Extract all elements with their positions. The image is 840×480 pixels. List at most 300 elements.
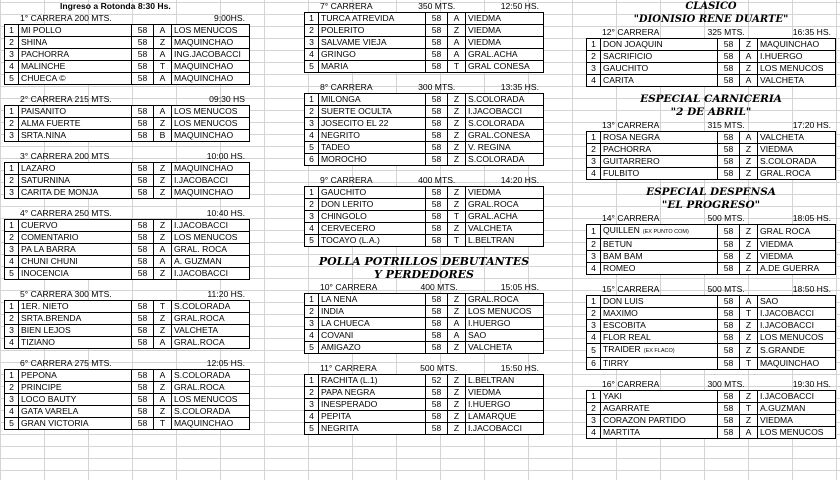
race-label: 4° CARRERA 250 MTS.	[20, 208, 112, 218]
entry-sex: Z	[448, 342, 466, 354]
entry-weight: 58	[426, 154, 448, 166]
entry-sex: Z	[154, 313, 172, 325]
entry-weight: 58	[132, 244, 154, 256]
entry-row	[587, 39, 836, 51]
entry-town: VIEDMA	[466, 37, 544, 49]
entry-weight: 58	[426, 342, 448, 354]
entry-row	[5, 301, 250, 313]
entry-weight: 58	[132, 73, 154, 85]
entry-town: A.GUZMAN	[758, 403, 836, 415]
horse-name: SALVAME VIEJA	[319, 37, 426, 49]
entry-weight: 58	[718, 225, 740, 239]
entry-row	[587, 391, 836, 403]
race-distance: 500 MTS.	[707, 213, 745, 223]
entry-town: LOS MENUCOS	[172, 118, 250, 130]
race-entries-table	[586, 390, 836, 439]
entry-town: MAQUINCHAO	[758, 39, 836, 51]
entry-town: I.JACOBACCI	[172, 220, 250, 232]
horse-alias-note: (EX PUNTO COM)	[642, 229, 689, 235]
entry-town: I.JACOBACCI	[172, 175, 250, 187]
horse-name: TRAIDER (EX FLACO)	[601, 344, 718, 358]
entry-weight: 58	[132, 406, 154, 418]
entry-row	[305, 187, 544, 199]
entry-row	[5, 394, 250, 406]
race-time: 09:30 HS	[209, 94, 245, 104]
entry-number: 2	[5, 118, 19, 130]
entry-number: 3	[5, 244, 19, 256]
entry-weight: 58	[132, 337, 154, 349]
entry-weight: 58	[718, 344, 740, 358]
entry-sex: Z	[448, 154, 466, 166]
horse-name: INESPERADO	[319, 399, 426, 411]
entry-number: 4	[305, 223, 319, 235]
entry-town: I.JACOBACCI	[466, 423, 544, 435]
entry-weight: 58	[132, 220, 154, 232]
race-section	[304, 0, 544, 73]
horse-name: ROSA NEGRA	[601, 132, 718, 144]
entry-number: 3	[5, 187, 19, 199]
entry-number: 1	[5, 25, 19, 37]
entry-row	[5, 406, 250, 418]
entry-sex: T	[740, 358, 758, 370]
entry-town: LOS MENUCOS	[758, 427, 836, 439]
entry-number: 2	[587, 403, 601, 415]
horse-name: DON LUIS	[601, 296, 718, 308]
carniceria-banner-line1: ESPECIAL CARNICERIA	[640, 93, 782, 105]
race-entries-table	[304, 374, 544, 435]
entry-town: VALCHETA	[466, 223, 544, 235]
entry-sex: T	[154, 418, 172, 430]
entry-sex: Z	[448, 375, 466, 387]
race-label: 14° CARRERA	[602, 213, 660, 223]
entry-number: 2	[587, 308, 601, 320]
entry-row	[5, 256, 250, 268]
entry-sex: A	[154, 106, 172, 118]
entry-weight: 58	[426, 142, 448, 154]
race-section	[304, 81, 544, 166]
horse-name: FULBITO	[601, 168, 718, 180]
race-distance: 300 MTS.	[707, 379, 745, 389]
entry-town: GRAL ROCA	[758, 225, 836, 239]
entry-sex: A	[448, 13, 466, 25]
horse-name: CHUECA ©	[19, 73, 132, 85]
entry-number: 4	[587, 332, 601, 344]
entry-number: 3	[587, 320, 601, 332]
entry-row	[305, 37, 544, 49]
entry-weight: 58	[426, 13, 448, 25]
entry-row	[305, 387, 544, 399]
entry-town: GRAL.ROCA	[466, 294, 544, 306]
entry-town: MAQUINCHAO	[172, 130, 250, 142]
race-label: 15° CARRERA	[602, 284, 660, 294]
race-section	[4, 93, 250, 142]
entry-sex: A	[154, 25, 172, 37]
entry-number: 1	[5, 220, 19, 232]
entry-town: LOS MENUCOS	[172, 25, 250, 37]
entry-sex: Z	[448, 142, 466, 154]
entry-weight: 58	[426, 330, 448, 342]
entry-town: L.BELTRAN	[466, 375, 544, 387]
race-header	[586, 26, 836, 38]
entry-weight: 58	[426, 306, 448, 318]
race-section	[586, 283, 836, 370]
entry-row	[5, 313, 250, 325]
entry-row	[587, 239, 836, 251]
entry-town: GRAL.ROCA	[172, 382, 250, 394]
entry-town: L.BELTRAN	[466, 235, 544, 247]
race-entries-table	[304, 93, 544, 166]
entry-row	[305, 94, 544, 106]
entry-town: S.COLORADA	[172, 301, 250, 313]
horse-name: SUERTE OCULTA	[319, 106, 426, 118]
entry-town: VIEDMA	[758, 239, 836, 251]
entry-row	[5, 106, 250, 118]
entry-sex: Z	[154, 406, 172, 418]
entry-number: 2	[305, 387, 319, 399]
horse-name: GAUCHITO	[601, 63, 718, 75]
clasico-banner-line1: CLASICO	[685, 1, 737, 12]
entry-weight: 58	[132, 268, 154, 280]
entry-number: 3	[305, 118, 319, 130]
horse-name: DON JOAQUIN	[601, 39, 718, 51]
entry-weight: 58	[132, 418, 154, 430]
entry-row	[5, 73, 250, 85]
entry-sex: T	[154, 61, 172, 73]
entry-number: 1	[587, 132, 601, 144]
entry-number: 3	[587, 63, 601, 75]
entry-weight: 58	[132, 130, 154, 142]
race-header	[4, 207, 250, 219]
horse-name: PEPONA	[19, 370, 132, 382]
horse-name: BAM BAM	[601, 251, 718, 263]
horse-name: MAXIMO	[601, 308, 718, 320]
entry-number: 1	[5, 301, 19, 313]
entry-sex: Z	[740, 332, 758, 344]
entry-time-note: Ingreso a Rotonda 8:30 Hs.	[60, 1, 171, 11]
entry-weight: 58	[426, 211, 448, 223]
entry-town: MAQUINCHAO	[172, 187, 250, 199]
entry-weight: 58	[426, 130, 448, 142]
entry-sex: Z	[740, 63, 758, 75]
horse-name: CORAZON PARTIDO	[601, 415, 718, 427]
horse-name: GUITARRERO	[601, 156, 718, 168]
entry-row	[305, 142, 544, 154]
entry-sex: Z	[154, 232, 172, 244]
race-distance: 350 MTS.	[418, 1, 456, 11]
entry-weight: 58	[718, 332, 740, 344]
entry-town: GRAL.ROCA	[172, 313, 250, 325]
entry-row	[587, 225, 836, 239]
entry-town: VIEDMA	[466, 25, 544, 37]
entry-row	[587, 144, 836, 156]
polla-banner-line1: POLLA POTRILLOS DEBUTANTES	[318, 255, 530, 268]
race-section	[304, 281, 544, 354]
entry-number: 1	[5, 106, 19, 118]
entry-sex: Z	[740, 156, 758, 168]
race-label: 13° CARRERA	[602, 120, 660, 130]
entry-weight: 58	[718, 39, 740, 51]
entry-sex: Z	[448, 294, 466, 306]
race-distance: 500 MTS.	[707, 284, 745, 294]
horse-name: INOCENCIA	[19, 268, 132, 280]
race-label: 6° CARRERA 275 MTS.	[20, 358, 112, 368]
entry-town: GRAL.ROCA	[172, 337, 250, 349]
entry-sex: Z	[740, 168, 758, 180]
horse-name: PAISANITO	[19, 106, 132, 118]
entry-town: MAQUINCHAO	[172, 418, 250, 430]
entry-row	[5, 25, 250, 37]
entry-row	[587, 156, 836, 168]
entry-number: 4	[305, 411, 319, 423]
race-entries-table	[4, 24, 250, 85]
entry-row	[305, 118, 544, 130]
race-time: 12:50 HS.	[500, 1, 539, 11]
entry-number: 3	[305, 318, 319, 330]
entry-weight: 58	[718, 308, 740, 320]
entry-number: 2	[305, 25, 319, 37]
entry-number: 2	[587, 144, 601, 156]
race-entries-table	[586, 131, 836, 180]
entry-sex: Z	[154, 163, 172, 175]
entry-town: I.JACOBACCI	[758, 320, 836, 332]
entry-row	[5, 220, 250, 232]
entry-sex: Z	[154, 382, 172, 394]
entry-sex: Z	[154, 325, 172, 337]
race-header	[304, 81, 544, 93]
entry-sex: T	[448, 211, 466, 223]
entry-row	[5, 61, 250, 73]
entry-weight: 58	[132, 175, 154, 187]
entry-weight: 58	[426, 25, 448, 37]
entry-sex: Z	[740, 320, 758, 332]
entry-row	[305, 423, 544, 435]
race-section	[586, 26, 836, 87]
entry-weight: 58	[718, 320, 740, 332]
race-header	[4, 12, 250, 24]
entry-town: MAQUINCHAO	[758, 358, 836, 370]
entry-weight: 58	[132, 232, 154, 244]
entry-town: VIEDMA	[466, 187, 544, 199]
entry-town: SAO	[466, 330, 544, 342]
race-time: 10:40 HS.	[206, 208, 245, 218]
entry-number: 3	[587, 415, 601, 427]
entry-sex: A	[740, 75, 758, 87]
entry-town: GRAL. ROCA	[172, 244, 250, 256]
entry-weight: 58	[718, 63, 740, 75]
entry-town: LOS MENUCOS	[758, 63, 836, 75]
entry-sex: T	[154, 301, 172, 313]
entry-row	[305, 199, 544, 211]
entry-number: 2	[5, 313, 19, 325]
race-time: 19:30 HS.	[792, 379, 831, 389]
entry-sex: Z	[154, 220, 172, 232]
entry-number: 6	[587, 358, 601, 370]
race-time: 11:20 HS.	[207, 289, 245, 299]
entry-row	[587, 332, 836, 344]
race-header	[4, 93, 250, 105]
entry-number: 2	[587, 239, 601, 251]
entry-town: LOS MENUCOS	[466, 306, 544, 318]
entry-sex: A	[448, 37, 466, 49]
entry-town: MAQUINCHAO	[172, 61, 250, 73]
entry-row	[587, 75, 836, 87]
entry-sex: Z	[740, 39, 758, 51]
horse-name: PEPITA	[319, 411, 426, 423]
entry-number: 5	[587, 344, 601, 358]
entry-town: S.COLORADA	[466, 118, 544, 130]
entry-town: MAQUINCHAO	[172, 37, 250, 49]
entry-sex: A	[740, 132, 758, 144]
entry-weight: 58	[718, 296, 740, 308]
entry-number: 2	[305, 199, 319, 211]
entry-row	[5, 337, 250, 349]
entry-weight: 58	[132, 106, 154, 118]
entry-weight: 58	[426, 106, 448, 118]
entry-number: 2	[305, 106, 319, 118]
entry-town: I.JACOBACCI	[172, 268, 250, 280]
entry-number: 4	[587, 427, 601, 439]
race-distance: 400 MTS.	[420, 282, 458, 292]
entry-town: VIEDMA	[466, 387, 544, 399]
entry-number: 4	[5, 256, 19, 268]
entry-number: 1	[587, 391, 601, 403]
entry-weight: 58	[132, 25, 154, 37]
entry-weight: 58	[132, 370, 154, 382]
entry-row	[5, 175, 250, 187]
race-label: 1° CARRERA 200 MTS.	[20, 13, 112, 23]
entry-number: 3	[305, 399, 319, 411]
entry-sex: Z	[448, 199, 466, 211]
race-section	[586, 378, 836, 439]
entry-row	[305, 49, 544, 61]
entry-number: 2	[5, 37, 19, 49]
entry-number: 1	[5, 163, 19, 175]
entry-row	[5, 163, 250, 175]
entry-row	[587, 51, 836, 63]
horse-name: GRINGO	[319, 49, 426, 61]
entry-sex: A	[154, 244, 172, 256]
entry-weight: 58	[718, 51, 740, 63]
race-label: 7° CARRERA	[320, 1, 373, 11]
entry-sex: Z	[154, 118, 172, 130]
entry-weight: 58	[132, 301, 154, 313]
horse-name: LAZARO	[19, 163, 132, 175]
entry-town: S.COLORADA	[172, 406, 250, 418]
horse-name: PAPA NEGRA	[319, 387, 426, 399]
entry-row	[305, 130, 544, 142]
entry-town: S.COLORADA	[758, 156, 836, 168]
entry-weight: 58	[132, 49, 154, 61]
race-time: 14:20 HS.	[500, 175, 539, 185]
entry-sex: Z	[154, 175, 172, 187]
race-section	[4, 12, 250, 85]
race-distance: 325 MTS.	[707, 27, 745, 37]
race-label: 9° CARRERA	[320, 175, 373, 185]
entry-number: 4	[587, 168, 601, 180]
entry-number: 4	[587, 263, 601, 275]
entry-number: 5	[305, 61, 319, 73]
entry-row	[5, 37, 250, 49]
entry-sex: T	[448, 235, 466, 247]
entry-sex: Z	[740, 263, 758, 275]
race-header	[304, 174, 544, 186]
entry-sex: Z	[448, 94, 466, 106]
entry-weight: 58	[426, 387, 448, 399]
entry-row	[5, 382, 250, 394]
entry-number: 1	[587, 225, 601, 239]
horse-alias-note: (EX FLACO)	[643, 348, 675, 354]
carniceria-banner-line2: "2 DE ABRIL"	[670, 106, 752, 118]
entry-row	[587, 403, 836, 415]
horse-name: TOCAYO (L.A.)	[319, 235, 426, 247]
entry-row	[5, 325, 250, 337]
entry-weight: 58	[718, 251, 740, 263]
entry-town: I.JACOBACCI	[758, 391, 836, 403]
race-entries-table	[304, 12, 544, 73]
entry-town: S.COLORADA	[172, 370, 250, 382]
entry-row	[305, 235, 544, 247]
race-entries-table	[4, 162, 250, 199]
entry-number: 2	[305, 306, 319, 318]
entry-row	[305, 330, 544, 342]
horse-name: TURCA ATREVIDA	[319, 13, 426, 25]
entry-town: VALCHETA	[172, 325, 250, 337]
race-header	[4, 150, 250, 162]
horse-name: CUERVO	[19, 220, 132, 232]
race-header	[304, 362, 544, 374]
entry-number: 2	[5, 382, 19, 394]
entry-sex: Z	[448, 223, 466, 235]
horse-name: BETUN	[601, 239, 718, 251]
entry-weight: 58	[132, 118, 154, 130]
race-entries-table	[4, 369, 250, 430]
horse-name: PA LA BARRA	[19, 244, 132, 256]
horse-name: INDIA	[319, 306, 426, 318]
entry-number: 3	[5, 394, 19, 406]
horse-name: ROMEO	[601, 263, 718, 275]
entry-number: 3	[5, 325, 19, 337]
entry-number: 2	[587, 51, 601, 63]
race-entries-table	[586, 224, 836, 275]
entry-weight: 58	[426, 399, 448, 411]
entry-row	[587, 168, 836, 180]
clasico-banner-line2: "DIONISIO RENE DUARTE"	[633, 14, 789, 25]
entry-town: LAMARQUE	[466, 411, 544, 423]
horse-name: PACHORRA	[19, 49, 132, 61]
entry-number: 1	[305, 13, 319, 25]
despensa-banner-line2: "EL PROGRESO"	[661, 199, 761, 211]
entry-number: 2	[5, 175, 19, 187]
entry-number: 3	[305, 211, 319, 223]
entry-town: S.COLORADA	[466, 154, 544, 166]
entry-town: LOS MENUCOS	[172, 106, 250, 118]
entry-town: I.JACOBACCI	[758, 308, 836, 320]
entry-row	[305, 13, 544, 25]
entry-row	[5, 130, 250, 142]
horse-name: PACHORRA	[601, 144, 718, 156]
entry-row	[305, 61, 544, 73]
entry-row	[587, 251, 836, 263]
entry-weight: 58	[132, 163, 154, 175]
race-distance: 315 MTS.	[707, 120, 745, 130]
horse-name: CHUNI CHUNI	[19, 256, 132, 268]
despensa-banner-line1: ESPECIAL DESPENSA	[646, 186, 776, 198]
entry-sex: Z	[448, 118, 466, 130]
horse-name: MALINCHE	[19, 61, 132, 73]
entry-weight: 52	[426, 375, 448, 387]
entry-town: I.HUERGO	[758, 51, 836, 63]
entry-town: VALCHETA	[758, 75, 836, 87]
